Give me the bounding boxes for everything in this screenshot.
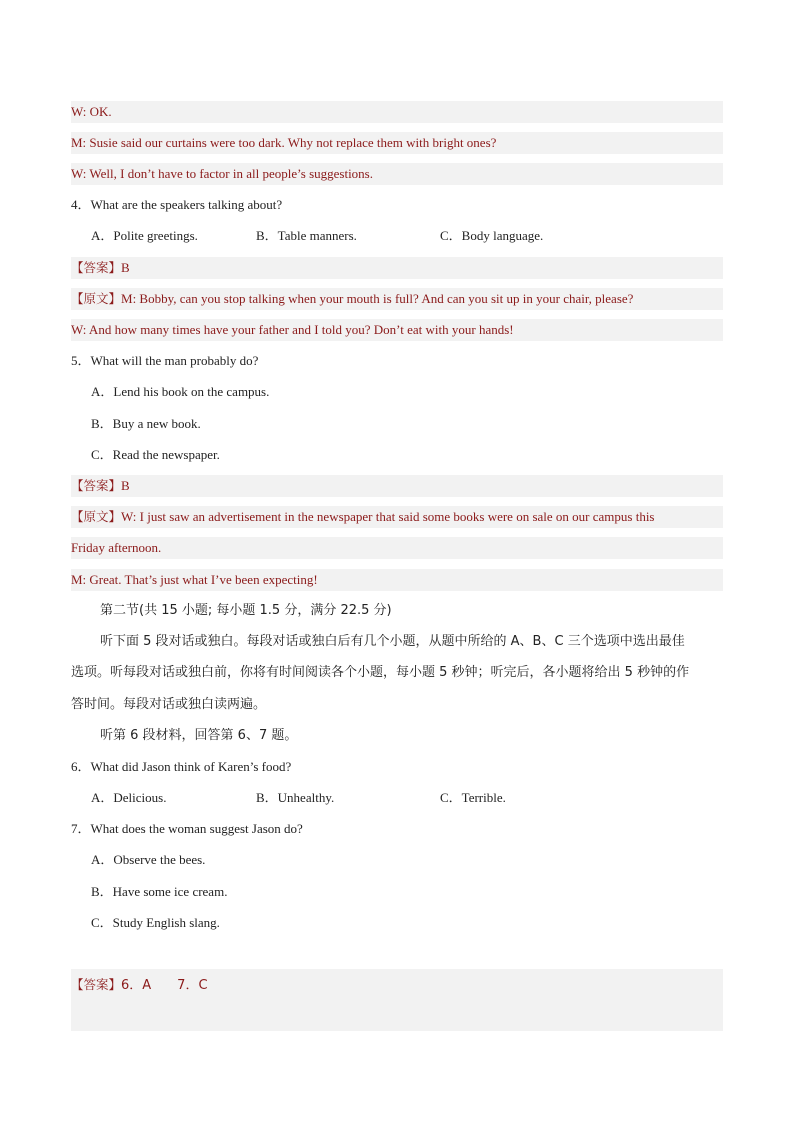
question-4-stem: 4．What are the speakers talking about? [71, 197, 283, 212]
option-b: B．Table manners. [256, 228, 357, 243]
section-instruction: 答时间。每段对话或独白读两遍。 [71, 697, 267, 712]
answer-box [71, 969, 723, 1031]
transcript-tag: 【原文】 [71, 291, 122, 306]
dialogue-line: M: Susie said our curtains were too dark. Why not replace them with bright ones? [71, 132, 723, 154]
transcript-line: 【原文】W: I just saw an advertisement in the newspaper that said some books were on sale on our campus this [71, 506, 723, 528]
section-heading: 第二节(共 15 小题; 每小题 1.5 分，满分 22.5 分) [100, 603, 392, 618]
option-c: C．Study English slang. [91, 915, 220, 930]
section-instruction: 听下面 5 段对话或独白。每段对话或独白后有几个小题，从题中所给的 A、B、C 三个选项中选出最佳 [100, 634, 685, 649]
option-a: A．Observe the bees. [91, 852, 206, 867]
option-b: B．Have some ice cream. [91, 884, 228, 899]
option-a: A．Lend his book on the campus. [91, 384, 270, 399]
question-6-stem: 6．What did Jason think of Karen’s food? [71, 759, 292, 774]
transcript-tag: 【原文】 [71, 509, 122, 524]
option-c: C．Body language. [440, 228, 544, 243]
option-a: A．Polite greetings. [91, 228, 198, 243]
question-4-options [71, 225, 723, 247]
question-5-stem: 5．What will the man probably do? [71, 353, 259, 368]
answer-tag: 【答案】 [71, 977, 122, 992]
answer-line [71, 257, 723, 279]
question-7-stem: 7．What does the woman suggest Jason do? [71, 821, 303, 836]
dialogue-line: W: Well, I don’t have to factor in all people’s suggestions. [71, 163, 723, 185]
dialogue-line: W: OK. [71, 101, 723, 123]
transcript-line: Friday afternoon. [71, 537, 723, 559]
answer-tag: 【答案】 [71, 478, 122, 493]
answer-value: B [121, 478, 130, 493]
option-c: C．Terrible. [440, 790, 506, 805]
answer-value: B [121, 260, 130, 275]
answer-value: 6．A 7．C [121, 978, 208, 993]
section-instruction: 选项。听每段对话或独白前，你将有时间阅读各个小题，每小题 5 秒钟；听完后，各小题将给出 5 秒钟的作 [71, 665, 690, 680]
material-heading: 听第 6 段材料，回答第 6、7 题。 [100, 728, 298, 743]
option-c: C．Read the newspaper. [91, 447, 220, 462]
transcript-line: W: And how many times have your father and I told you? Don’t eat with your hands! [71, 319, 723, 341]
option-b: B．Unhealthy. [256, 790, 335, 805]
answer-line [71, 475, 723, 497]
option-a: A．Delicious. [91, 790, 167, 805]
question-6-options [71, 787, 723, 809]
option-b: B．Buy a new book. [91, 416, 201, 431]
transcript-line: M: Great. That’s just what I’ve been expecting! [71, 569, 723, 591]
transcript-line: 【原文】M: Bobby, can you stop talking when your mouth is full? And can you sit up in your chair, please? [71, 288, 723, 310]
answer-tag: 【答案】 [71, 260, 122, 275]
